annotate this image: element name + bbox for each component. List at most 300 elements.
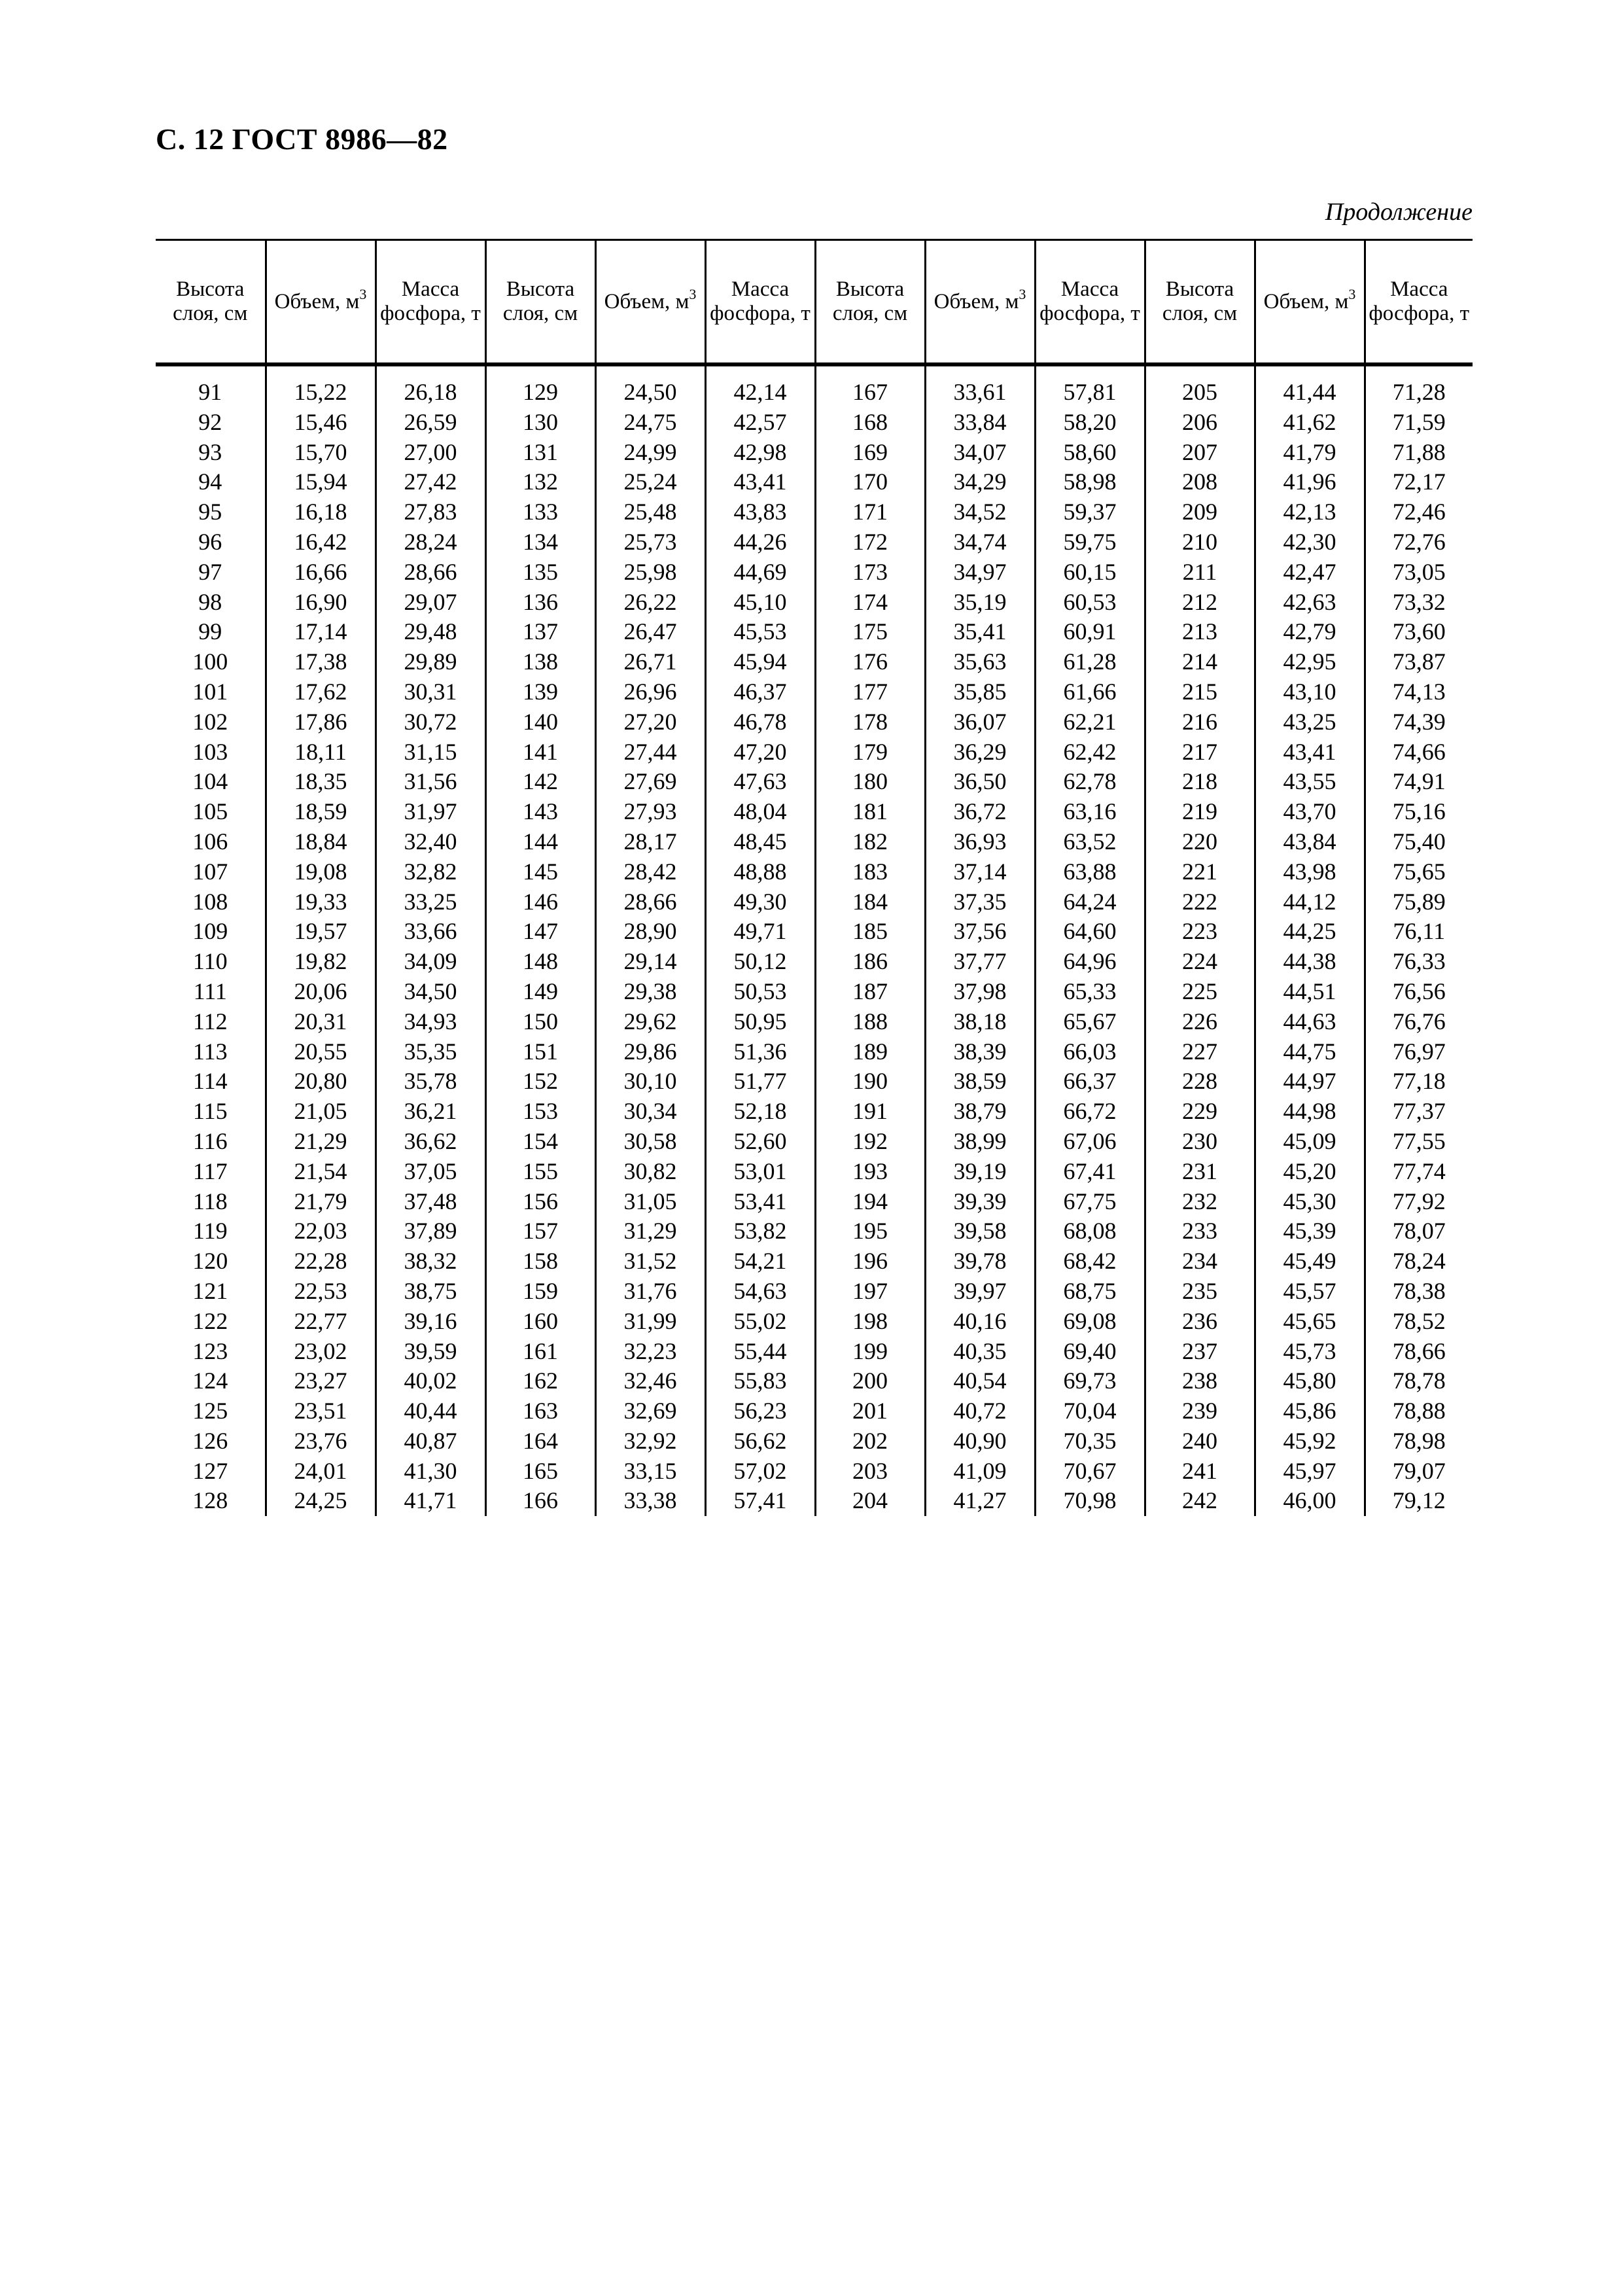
table-cell: 79,12 <box>1365 1486 1473 1516</box>
table-cell: 221 <box>1145 857 1255 887</box>
table-cell: 47,20 <box>705 737 815 768</box>
table-cell: 37,77 <box>925 947 1035 977</box>
table-cell: 43,10 <box>1255 677 1365 707</box>
table-cell: 78,07 <box>1365 1216 1473 1246</box>
table-cell: 57,41 <box>705 1486 815 1516</box>
table-cell: 78,38 <box>1365 1277 1473 1307</box>
table-cell: 58,98 <box>1035 467 1145 497</box>
table-cell: 63,88 <box>1035 857 1145 887</box>
column-header-mass: Масса фосфора, т <box>1035 240 1145 364</box>
table-row <box>156 1007 1473 1037</box>
table-row <box>156 1216 1473 1246</box>
table-cell: 25,48 <box>595 497 705 527</box>
table-cell: 219 <box>1145 797 1255 827</box>
table-row <box>156 467 1473 497</box>
table-cell: 68,08 <box>1035 1216 1145 1246</box>
table-cell: 129 <box>485 378 595 408</box>
table-row <box>156 1277 1473 1307</box>
table-cell: 196 <box>815 1246 925 1277</box>
table-cell: 142 <box>485 767 595 797</box>
table-cell: 15,22 <box>266 378 375 408</box>
table-cell: 40,02 <box>375 1366 485 1396</box>
table-cell: 78,52 <box>1365 1307 1473 1337</box>
table-cell: 69,73 <box>1035 1366 1145 1396</box>
table-cell: 30,10 <box>595 1067 705 1097</box>
table-cell: 188 <box>815 1007 925 1037</box>
table-cell: 212 <box>1145 588 1255 618</box>
table-cell: 159 <box>485 1277 595 1307</box>
table-cell: 237 <box>1145 1337 1255 1367</box>
table-cell: 165 <box>485 1457 595 1487</box>
table-cell: 106 <box>192 828 228 855</box>
table-cell: 184 <box>815 887 925 917</box>
table-cell: 77,92 <box>1365 1187 1473 1217</box>
table-cell: 229 <box>1145 1097 1255 1127</box>
table-cell: 234 <box>1145 1246 1255 1277</box>
table-cell: 24,50 <box>595 378 705 408</box>
table-cell: 67,75 <box>1035 1187 1145 1217</box>
table-cell: 181 <box>815 797 925 827</box>
table-cell: 117 <box>192 1157 228 1184</box>
table-cell: 37,98 <box>925 977 1035 1007</box>
table-cell: 172 <box>815 527 925 557</box>
table-cell: 53,01 <box>705 1157 815 1187</box>
table-cell: 40,54 <box>925 1366 1035 1396</box>
table-cell: 157 <box>485 1216 595 1246</box>
table-cell: 18,11 <box>266 737 375 768</box>
table-row <box>156 797 1473 827</box>
table-cell: 29,89 <box>375 647 485 677</box>
table-cell: 51,77 <box>705 1067 815 1097</box>
table-cell: 21,79 <box>266 1187 375 1217</box>
table-cell: 65,67 <box>1035 1007 1145 1037</box>
table-cell: 155 <box>485 1157 595 1187</box>
table-cell: 151 <box>485 1037 595 1067</box>
table-cell: 73,05 <box>1365 557 1473 588</box>
table-cell: 32,23 <box>595 1337 705 1367</box>
table-cell: 113 <box>192 1038 228 1065</box>
table-cell: 27,20 <box>595 707 705 737</box>
table-cell: 23,76 <box>266 1426 375 1457</box>
table-cell: 48,88 <box>705 857 815 887</box>
table-cell: 30,34 <box>595 1097 705 1127</box>
table-cell: 138 <box>485 647 595 677</box>
table-cell: 54,21 <box>705 1246 815 1277</box>
table-cell: 39,59 <box>375 1337 485 1367</box>
table-cell: 39,78 <box>925 1246 1035 1277</box>
table-cell: 101 <box>192 678 228 705</box>
table-cell: 24,99 <box>595 438 705 468</box>
table-cell: 40,90 <box>925 1426 1035 1457</box>
column-header-mass: Масса фосфора, т <box>375 240 485 364</box>
table-cell: 66,37 <box>1035 1067 1145 1097</box>
table-row <box>156 1486 1473 1516</box>
table-cell: 38,18 <box>925 1007 1035 1037</box>
table-cell: 39,58 <box>925 1216 1035 1246</box>
table-cell: 22,53 <box>266 1277 375 1307</box>
table-row <box>156 947 1473 977</box>
table-cell: 33,84 <box>925 408 1035 438</box>
table-cell: 41,62 <box>1255 408 1365 438</box>
table-cell: 44,98 <box>1255 1097 1365 1127</box>
column-header-volume-exponent: 3 <box>359 285 367 302</box>
table-cell: 45,94 <box>705 647 815 677</box>
table-cell: 78,88 <box>1365 1396 1473 1426</box>
table-cell: 195 <box>815 1216 925 1246</box>
table-cell: 202 <box>815 1426 925 1457</box>
table-cell: 183 <box>815 857 925 887</box>
table-cell: 18,84 <box>266 827 375 857</box>
table-cell: 26,47 <box>595 617 705 647</box>
table-cell: 44,12 <box>1255 887 1365 917</box>
table-cell: 61,66 <box>1035 677 1145 707</box>
table-cell: 79,07 <box>1365 1457 1473 1487</box>
table-cell: 39,39 <box>925 1187 1035 1217</box>
table-cell: 66,03 <box>1035 1037 1145 1067</box>
column-header-height: Высота слоя, см <box>173 277 248 325</box>
table-cell: 32,69 <box>595 1396 705 1426</box>
table-cell: 17,86 <box>266 707 375 737</box>
table-cell: 50,95 <box>705 1007 815 1037</box>
table-row <box>156 1037 1473 1067</box>
table-cell: 192 <box>815 1127 925 1157</box>
table-cell: 61,28 <box>1035 647 1145 677</box>
table-cell: 76,33 <box>1365 947 1473 977</box>
table-cell: 215 <box>1145 677 1255 707</box>
table-cell: 21,05 <box>266 1097 375 1127</box>
table-row <box>156 977 1473 1007</box>
table-cell: 133 <box>485 497 595 527</box>
table-cell: 41,30 <box>375 1457 485 1487</box>
table-cell: 33,25 <box>375 887 485 917</box>
table-cell: 56,62 <box>705 1426 815 1457</box>
table-cell: 49,30 <box>705 887 815 917</box>
column-header-volume-text: Объем, м <box>934 289 1019 313</box>
table-cell: 162 <box>485 1366 595 1396</box>
table-cell: 156 <box>485 1187 595 1217</box>
table-cell: 201 <box>815 1396 925 1426</box>
table-cell: 39,97 <box>925 1277 1035 1307</box>
table-cell: 29,86 <box>595 1037 705 1067</box>
table-row <box>156 887 1473 917</box>
table-cell: 131 <box>485 438 595 468</box>
table-cell: 193 <box>815 1157 925 1187</box>
table-cell: 210 <box>1145 527 1255 557</box>
table-cell: 34,52 <box>925 497 1035 527</box>
table-cell: 153 <box>485 1097 595 1127</box>
table-cell: 216 <box>1145 707 1255 737</box>
table-cell: 18,35 <box>266 767 375 797</box>
table-cell: 34,97 <box>925 557 1035 588</box>
table-cell: 42,13 <box>1255 497 1365 527</box>
table-cell: 135 <box>485 557 595 588</box>
table-cell: 35,35 <box>375 1037 485 1067</box>
table-cell: 32,82 <box>375 857 485 887</box>
table-cell: 73,87 <box>1365 647 1473 677</box>
table-cell: 161 <box>485 1337 595 1367</box>
table-cell: 19,57 <box>266 917 375 947</box>
table-cell: 62,78 <box>1035 767 1145 797</box>
table-cell: 40,72 <box>925 1396 1035 1426</box>
table-cell: 214 <box>1145 647 1255 677</box>
table-cell: 29,48 <box>375 617 485 647</box>
table-cell: 203 <box>815 1457 925 1487</box>
table-cell: 170 <box>815 467 925 497</box>
table-cell: 104 <box>192 768 228 795</box>
table-cell: 69,08 <box>1035 1307 1145 1337</box>
table-cell: 53,82 <box>705 1216 815 1246</box>
table-cell: 22,77 <box>266 1307 375 1337</box>
table-row <box>156 1157 1473 1187</box>
table-cell: 116 <box>192 1127 228 1154</box>
table-cell: 28,17 <box>595 827 705 857</box>
table-cell: 25,98 <box>595 557 705 588</box>
table-cell: 42,14 <box>705 378 815 408</box>
table-cell: 30,58 <box>595 1127 705 1157</box>
table-cell: 35,63 <box>925 647 1035 677</box>
table-cell: 45,49 <box>1255 1246 1365 1277</box>
table-cell: 15,70 <box>266 438 375 468</box>
table-row <box>156 1337 1473 1367</box>
table-cell: 109 <box>192 918 228 945</box>
table-cell: 168 <box>815 408 925 438</box>
table-cell: 42,57 <box>705 408 815 438</box>
table-row <box>156 677 1473 707</box>
table-cell: 240 <box>1145 1426 1255 1457</box>
table-cell: 74,91 <box>1365 767 1473 797</box>
table-cell: 38,79 <box>925 1097 1035 1127</box>
column-header-volume-text: Объем, м <box>274 289 360 313</box>
table-cell: 42,79 <box>1255 617 1365 647</box>
table-cell: 103 <box>192 738 228 765</box>
table-cell: 25,73 <box>595 527 705 557</box>
table-cell: 121 <box>192 1277 228 1304</box>
table-cell: 39,19 <box>925 1157 1035 1187</box>
table-cell: 45,92 <box>1255 1426 1365 1457</box>
table-cell: 127 <box>192 1457 228 1484</box>
table-row <box>156 408 1473 438</box>
table-cell: 64,60 <box>1035 917 1145 947</box>
table-cell: 111 <box>193 978 227 1004</box>
table-cell: 125 <box>192 1398 228 1424</box>
table-cell: 112 <box>192 1008 228 1034</box>
table-cell: 36,50 <box>925 767 1035 797</box>
table-row <box>156 1187 1473 1217</box>
table-cell: 123 <box>192 1337 228 1364</box>
table-cell: 55,83 <box>705 1366 815 1396</box>
table-cell: 31,76 <box>595 1277 705 1307</box>
table-cell: 41,44 <box>1255 378 1365 408</box>
table-cell: 26,96 <box>595 677 705 707</box>
table-cell: 72,17 <box>1365 467 1473 497</box>
table-cell: 33,66 <box>375 917 485 947</box>
table-cell: 224 <box>1145 947 1255 977</box>
table-cell: 31,29 <box>595 1216 705 1246</box>
table-cell: 158 <box>485 1246 595 1277</box>
table-cell: 60,91 <box>1035 617 1145 647</box>
table-cell: 73,32 <box>1365 588 1473 618</box>
table-cell: 24,25 <box>266 1486 375 1516</box>
table-cell: 182 <box>815 827 925 857</box>
table-cell: 239 <box>1145 1396 1255 1426</box>
table-cell: 25,24 <box>595 467 705 497</box>
table-cell: 30,72 <box>375 707 485 737</box>
table-cell: 45,57 <box>1255 1277 1365 1307</box>
table-cell: 218 <box>1145 767 1255 797</box>
table-cell: 44,63 <box>1255 1007 1365 1037</box>
table-cell: 44,25 <box>1255 917 1365 947</box>
table-cell: 115 <box>192 1098 228 1125</box>
table-cell: 147 <box>485 917 595 947</box>
table-cell: 76,56 <box>1365 977 1473 1007</box>
table-cell: 41,27 <box>925 1486 1035 1516</box>
table-cell: 31,05 <box>595 1187 705 1217</box>
volume-mass-table-container <box>156 239 1473 1516</box>
table-cell: 114 <box>192 1068 228 1095</box>
table-cell: 29,62 <box>595 1007 705 1037</box>
table-row <box>156 707 1473 737</box>
table-cell: 52,18 <box>705 1097 815 1127</box>
table-cell: 43,83 <box>705 497 815 527</box>
table-cell: 77,55 <box>1365 1127 1473 1157</box>
table-cell: 130 <box>485 408 595 438</box>
table-cell: 132 <box>485 467 595 497</box>
table-cell: 179 <box>815 737 925 768</box>
table-cell: 35,78 <box>375 1067 485 1097</box>
table-cell: 46,78 <box>705 707 815 737</box>
table-cell: 40,87 <box>375 1426 485 1457</box>
table-cell: 27,44 <box>595 737 705 768</box>
table-cell: 173 <box>815 557 925 588</box>
table-cell: 26,18 <box>375 378 485 408</box>
column-header-volume-exponent: 3 <box>1348 285 1356 302</box>
table-cell: 37,05 <box>375 1157 485 1187</box>
table-cell: 171 <box>815 497 925 527</box>
table-row <box>156 1307 1473 1337</box>
table-row <box>156 497 1473 527</box>
table-cell: 31,52 <box>595 1246 705 1277</box>
table-cell: 223 <box>1145 917 1255 947</box>
table-cell: 30,31 <box>375 677 485 707</box>
table-cell: 22,03 <box>266 1216 375 1246</box>
table-cell: 19,82 <box>266 947 375 977</box>
table-cell: 134 <box>485 527 595 557</box>
table-cell: 209 <box>1145 497 1255 527</box>
table-cell: 227 <box>1145 1037 1255 1067</box>
table-cell: 44,97 <box>1255 1067 1365 1097</box>
table-row <box>156 647 1473 677</box>
table-cell: 136 <box>485 588 595 618</box>
table-cell: 73,60 <box>1365 617 1473 647</box>
table-cell: 50,12 <box>705 947 815 977</box>
table-cell: 78,24 <box>1365 1246 1473 1277</box>
table-cell: 76,76 <box>1365 1007 1473 1037</box>
table-cell: 37,89 <box>375 1216 485 1246</box>
table-cell: 17,62 <box>266 677 375 707</box>
table-cell: 40,35 <box>925 1337 1035 1367</box>
table-cell: 29,07 <box>375 588 485 618</box>
table-cell: 45,09 <box>1255 1127 1365 1157</box>
table-cell: 28,66 <box>375 557 485 588</box>
table-cell: 144 <box>485 827 595 857</box>
table-cell: 175 <box>815 617 925 647</box>
table-cell: 21,29 <box>266 1127 375 1157</box>
table-cell: 222 <box>1145 887 1255 917</box>
table-cell: 16,18 <box>266 497 375 527</box>
table-row <box>156 827 1473 857</box>
table-cell: 102 <box>192 708 228 735</box>
table-cell: 93 <box>198 438 222 465</box>
table-cell: 70,67 <box>1035 1457 1145 1487</box>
table-cell: 27,93 <box>595 797 705 827</box>
table-cell: 69,40 <box>1035 1337 1145 1367</box>
table-cell: 21,54 <box>266 1157 375 1187</box>
table-cell: 68,42 <box>1035 1246 1145 1277</box>
table-cell: 228 <box>1145 1067 1255 1097</box>
table-cell: 205 <box>1145 378 1255 408</box>
table-cell: 137 <box>485 617 595 647</box>
table-cell: 34,07 <box>925 438 1035 468</box>
table-cell: 78,98 <box>1365 1426 1473 1457</box>
table-cell: 33,38 <box>595 1486 705 1516</box>
table-cell: 74,13 <box>1365 677 1473 707</box>
table-cell: 26,59 <box>375 408 485 438</box>
table-cell: 76,97 <box>1365 1037 1473 1067</box>
table-cell: 231 <box>1145 1157 1255 1187</box>
table-cell: 17,14 <box>266 617 375 647</box>
table-cell: 59,37 <box>1035 497 1145 527</box>
table-row <box>156 1097 1473 1127</box>
table-cell: 164 <box>485 1426 595 1457</box>
table-cell: 97 <box>198 558 222 585</box>
table-cell: 36,72 <box>925 797 1035 827</box>
table-cell: 36,62 <box>375 1127 485 1157</box>
table-cell: 233 <box>1145 1216 1255 1246</box>
table-cell: 122 <box>192 1307 228 1334</box>
table-cell: 60,53 <box>1035 588 1145 618</box>
table-cell: 28,90 <box>595 917 705 947</box>
table-row <box>156 527 1473 557</box>
table-cell: 76,11 <box>1365 917 1473 947</box>
table-cell: 16,66 <box>266 557 375 588</box>
table-cell: 166 <box>485 1486 595 1516</box>
table-cell: 107 <box>192 858 228 885</box>
table-row <box>156 1246 1473 1277</box>
table-cell: 32,46 <box>595 1366 705 1396</box>
table-cell: 65,33 <box>1035 977 1145 1007</box>
table-cell: 149 <box>485 977 595 1007</box>
table-cell: 204 <box>815 1486 925 1516</box>
table-cell: 41,71 <box>375 1486 485 1516</box>
table-row <box>156 1457 1473 1487</box>
table-cell: 49,71 <box>705 917 815 947</box>
table-cell: 186 <box>815 947 925 977</box>
table-cell: 38,59 <box>925 1067 1035 1097</box>
table-cell: 43,70 <box>1255 797 1365 827</box>
table-cell: 44,69 <box>705 557 815 588</box>
table-cell: 41,79 <box>1255 438 1365 468</box>
table-row <box>156 1366 1473 1396</box>
table-cell: 194 <box>815 1187 925 1217</box>
table-cell: 64,24 <box>1035 887 1145 917</box>
column-header-volume-text: Объем, м <box>604 289 689 313</box>
column-header-mass: Масса фосфора, т <box>705 240 815 364</box>
table-row <box>156 1127 1473 1157</box>
table-cell: 62,42 <box>1035 737 1145 768</box>
table-cell: 70,04 <box>1035 1396 1145 1426</box>
table-cell: 38,75 <box>375 1277 485 1307</box>
table-cell: 78,78 <box>1365 1366 1473 1396</box>
